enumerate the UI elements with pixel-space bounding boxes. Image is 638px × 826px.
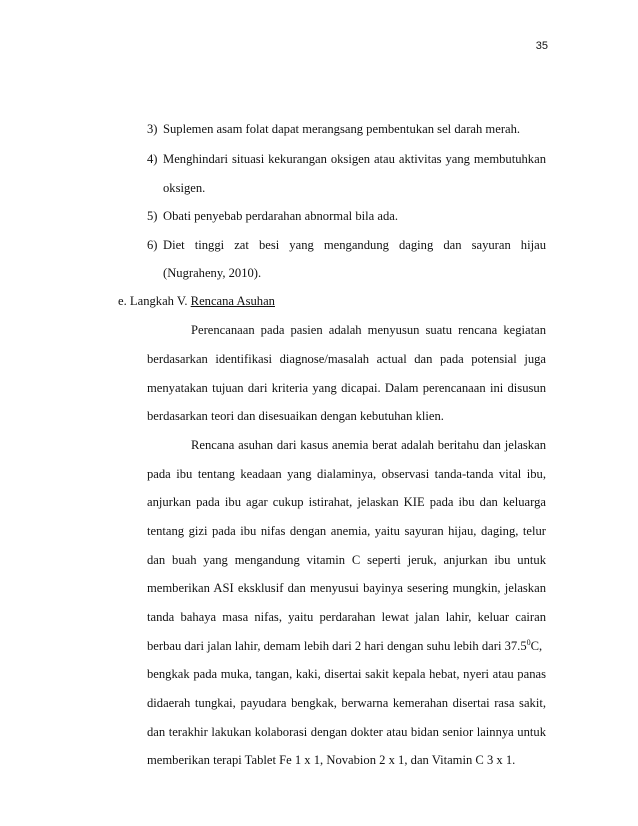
paragraph-line: Perencanaan pada pasien adalah menyusun suatu rencana kegiatan	[191, 323, 546, 337]
paragraph-line: tentang gizi pada ibu nifas dengan anemia, yaitu sayuran hijau, daging, telur	[147, 524, 546, 538]
paragraph-line: didaerah tungkai, payudara bengkak, berwarna kemerahan disertai rasa sakit,	[147, 696, 546, 710]
section-heading	[118, 294, 275, 308]
paragraph-line: tanda bahaya masa nifas, yaitu perdarahan lewat jalan lahir, keluar cairan	[147, 610, 546, 624]
paragraph-line: memberikan terapi Tablet Fe 1 x 1, Novabion 2 x 1, dan Vitamin C 3 x 1.	[147, 753, 516, 767]
paragraph-line: dan terakhir lakukan kolaborasi dengan dokter atau bidan senior lainnya untuk	[147, 725, 546, 739]
list-item-text: (Nugraheny, 2010).	[163, 266, 262, 280]
list-item-text: Suplemen asam folat dapat merangsang pembentukan sel darah merah.	[163, 122, 521, 136]
paragraph-line: memberikan ASI eksklusif dan menyusui bayinya sesering mungkin, jelaskan	[147, 581, 546, 595]
degree-superscript: 0	[526, 638, 531, 647]
paragraph-line: berdasarkan identifikasi diagnose/masalah actual dan pada potensial juga	[147, 352, 546, 366]
list-number: 5)	[147, 209, 158, 223]
page-number: 35	[535, 40, 548, 52]
paragraph-line: anjurkan pada ibu agar cukup istirahat, jelaskan KIE pada ibu dan keluarga	[147, 495, 546, 509]
list-item-text: Menghindari situasi kekurangan oksigen atau aktivitas yang membutuhkan	[163, 152, 546, 166]
paragraph-line: dan buah yang mengandung vitamin C seperti jeruk, anjurkan ibu untuk	[147, 553, 546, 567]
section-letter: e.	[118, 294, 127, 308]
section-title: Rencana Asuhan	[190, 294, 275, 308]
list-item-text: oksigen.	[163, 181, 206, 195]
section-prefix: Langkah V.	[129, 294, 188, 308]
paragraph-line: berdasarkan teori dan disesuaikan dengan kebutuhan klien.	[147, 409, 444, 423]
temperature-unit: C,	[530, 639, 543, 653]
paragraph-line: Rencana asuhan dari kasus anemia berat adalah beritahu dan jelaskan	[191, 438, 546, 452]
paragraph-line-temperature	[147, 639, 542, 653]
temperature-text: berbau dari jalan lahir, demam lebih dari 2 hari dengan suhu lebih dari 37.5	[147, 639, 527, 653]
list-number: 4)	[147, 152, 158, 166]
list-number: 3)	[147, 122, 158, 136]
paragraph-line: menyatakan tujuan dari kriteria yang dicapai. Dalam perencanaan ini disusun	[147, 381, 546, 395]
paragraph-line: bengkak pada muka, tangan, kaki, disertai sakit kepala hebat, nyeri atau panas	[147, 667, 546, 681]
list-item-text: Diet tinggi zat besi yang mengandung daging dan sayuran hijau	[163, 238, 546, 252]
list-item-text: Obati penyebab perdarahan abnormal bila ada.	[163, 209, 398, 223]
paragraph-line: pada ibu tentang keadaan yang dialaminya, observasi tanda-tanda vital ibu,	[147, 467, 546, 481]
list-number: 6)	[147, 238, 158, 252]
